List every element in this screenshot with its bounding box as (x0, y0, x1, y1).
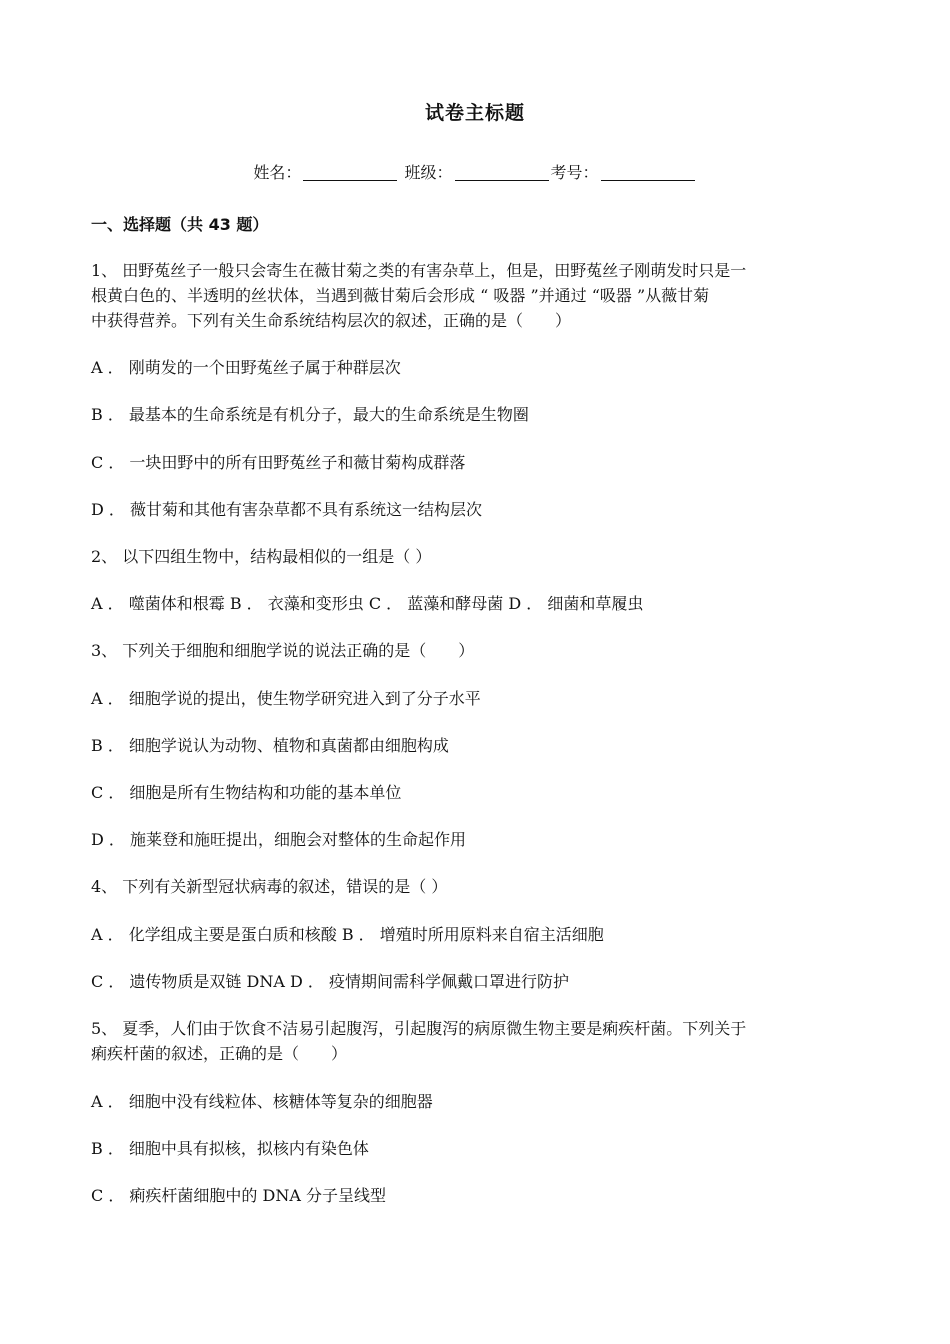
question-1-option-b: B ． 最基本的生命系统是有机分子，最大的生命系统是生物圈 (91, 405, 529, 424)
number-blank[interactable] (601, 164, 695, 181)
question-1-option-c: C ． 一块田野中的所有田野菟丝子和薇甘菊构成群落 (91, 453, 466, 472)
question-1-line-1: 1、 田野菟丝子一般只会寄生在薇甘菊之类的有害杂草上，但是，田野菟丝子刚萌发时只是一 (91, 261, 747, 280)
name-label: 姓名： (253, 163, 302, 182)
class-blank[interactable] (455, 164, 549, 181)
question-5-option-b: B ． 细胞中具有拟核，拟核内有染色体 (91, 1139, 369, 1158)
number-label: 考号： (550, 163, 599, 182)
question-1-line-3: 中获得营养。下列有关生命系统结构层次的叙述，正确的是（ ） (91, 311, 572, 330)
question-5-option-c: C ． 痢疾杆菌细胞中的 DNA 分子呈线型 (91, 1186, 386, 1205)
question-1-option-d: D ． 薇甘菊和其他有害杂草都不具有系统这一结构层次 (91, 500, 483, 519)
student-info-line (0, 160, 950, 183)
question-3-stem: 3、 下列关于细胞和细胞学说的说法正确的是（ ） (91, 641, 475, 660)
question-1-option-a: A ． 刚萌发的一个田野菟丝子属于种群层次 (91, 358, 401, 377)
name-blank[interactable] (303, 164, 397, 181)
question-5-line-1: 5、 夏季，人们由于饮食不洁易引起腹泻，引起腹泻的病原微生物主要是痢疾杆菌。下列关于 (91, 1019, 747, 1038)
question-5-line-2: 痢疾杆菌的叙述，正确的是（ ） (91, 1044, 348, 1063)
question-4-options-cd: C ． 遗传物质是双链 DNA D ． 疫情期间需科学佩戴口罩进行防护 (91, 972, 569, 991)
question-4-options-ab: A ． 化学组成主要是蛋白质和核酸 B ． 增殖时所用原料来自宿主活细胞 (91, 925, 604, 944)
exam-title: 试卷主标题 (424, 102, 525, 124)
question-2-options: A ． 噬菌体和根霉 B ． 衣藻和变形虫 C ． 蓝藻和酵母菌 D ． 细菌和草履虫 (91, 594, 644, 613)
question-3-option-c: C ． 细胞是所有生物结构和功能的基本单位 (91, 783, 402, 802)
section-heading: 一、选择题（共 43 题） (91, 215, 269, 234)
question-4-stem: 4、 下列有关新型冠状病毒的叙述，错误的是（ ） (91, 877, 448, 896)
question-2-stem: 2、 以下四组生物中，结构最相似的一组是（ ） (91, 547, 432, 566)
question-5-option-a: A ． 细胞中没有线粒体、核糖体等复杂的细胞器 (91, 1092, 433, 1111)
question-3-option-d: D ． 施莱登和施旺提出，细胞会对整体的生命起作用 (91, 830, 467, 849)
question-1-line-2: 根黄白色的、半透明的丝状体，当遇到薇甘菊后会形成 “ 吸器 ”并通过 “吸器 ”从薇甘菊 (91, 286, 710, 305)
question-3-option-b: B ． 细胞学说认为动物、植物和真菌都由细胞构成 (91, 736, 449, 755)
class-label: 班级： (404, 163, 453, 182)
question-3-option-a: A ． 细胞学说的提出，使生物学研究进入到了分子水平 (91, 689, 481, 708)
